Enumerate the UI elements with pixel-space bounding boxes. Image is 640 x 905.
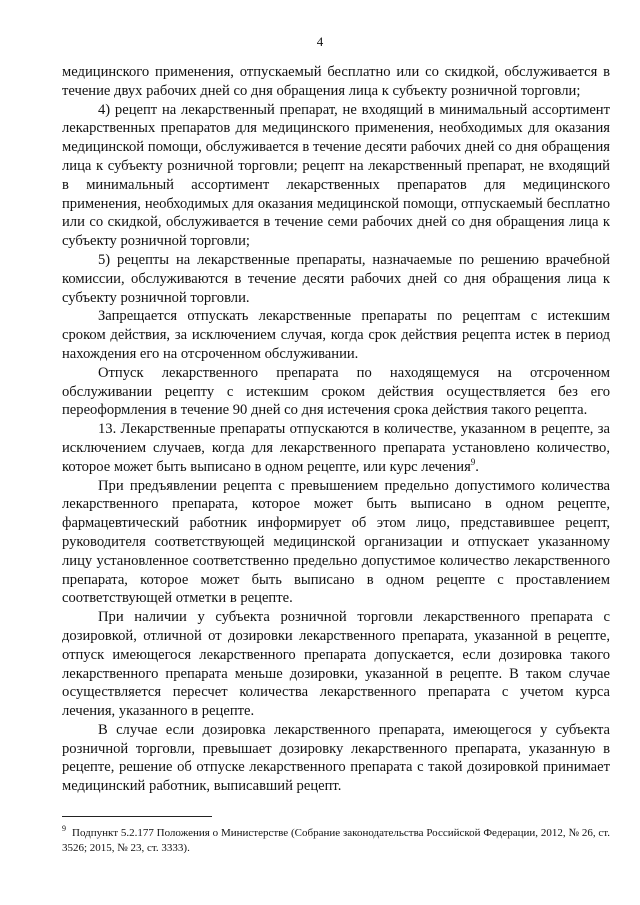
paragraph-item-5: 5) рецепты на лекарственные препараты, назначаемые по решению врачебной комиссии, обслуживаются в течение десяти рабочих дней со дня обращения лица к субъекту розничной торговли.: [62, 251, 610, 306]
footnote-separator: [62, 816, 212, 817]
paragraph-lower-dosage: При наличии у субъекта розничной торговли лекарственного препарата с дозировкой, отличной от дозировки лекарственного препарата, указанной в рецепте, отпуск имеющегося лекарственного препарата допускается, если дозировка такого лекарственного препарата меньше дозировки, указанной в рецепте. В таком случае осуществляется пересчет количества лекарственного препарата с учетом курса лечения, указанного в рецепте.: [62, 609, 610, 720]
paragraph-deferred-dispensing: Отпуск лекарственного препарата по находящемуся на отсроченном обслуживании рецепту с истекшим сроком действия осуществляется без его переоформления в течение 90 дней со дня истечения срока действия такого рецепта.: [62, 364, 610, 419]
footnote-reference[interactable]: 9: [470, 456, 476, 467]
document-body: [62, 63, 610, 796]
paragraph-continuation: медицинского применения, отпускаемый бесплатно или со скидкой, обслуживается в течение двух рабочих дней со дня обращения лица к субъекту розничной торговли;: [62, 64, 610, 99]
clause-13-period: .: [475, 458, 479, 475]
paragraph-excess-quantity: При предъявлении рецепта с превышением предельно допустимого количества лекарственного препарата, которое может быть выписано в одном рецепте, фармацевтический работник информирует об этом лицо, представившее рецепт, руководителя соответствующей медицинской организации и отпускает указанному лицу установленное соответственно предельно допустимое количество лекарственного препарата, которое может быть выписано в одном рецепте с проставлением соответствующей отметки в рецепте.: [62, 477, 610, 607]
paragraph-expired-prohibition: Запрещается отпускать лекарственные препараты по рецептам с истекшим сроком действия, за исключением случая, когда срок действия рецепта истек в период нахождения его на отсроченном обслуживании.: [62, 308, 610, 362]
footnote-text: Подпункт 5.2.177 Положения о Министерстве (Собрание законодательства Российской Федерации, 2012, № 26, ст. 3526; 2015, № 23, ст. 3333).: [62, 827, 610, 854]
footnote-number: 9: [62, 824, 66, 834]
paragraph-clause-13: [62, 420, 610, 476]
paragraph-item-4: 4) рецепт на лекарственный препарат, не входящий в минимальный ассортимент лекарственных препаратов для медицинского применения, необходимых для оказания медицинской помощи, обслуживается в течение десяти рабочих дней со дня обращения лица к субъекту розничной торговли; рецепт на лекарственный препарат, не входящий в минимальный ассортимент лекарственных препаратов для медицинского применения, необходимых для оказания медицинской помощи, отпускаемый бесплатно или со скидкой, обслуживается в течение семи рабочих дней со дня обращения лица к субъекту розничной торговли;: [62, 101, 610, 250]
page-number: 4: [316, 34, 324, 49]
footnote: [62, 826, 610, 856]
paragraph-higher-dosage: В случае если дозировка лекарственного препарата, имеющегося у субъекта розничной торговли, превышает дозировку лекарственного препарата, указанную в рецепте, решение об отпуске лекарственного препарата с такой дозировкой принимает медицинский работник, выписавший рецепт.: [62, 721, 610, 795]
clause-13-text: 13. Лекарственные препараты отпускаются в количестве, указанном в рецепте, за исключением случаев, когда для лекарственного препарата установлено количество, которое может быть выписано в одном рецепте, или курс лечения: [62, 421, 610, 475]
